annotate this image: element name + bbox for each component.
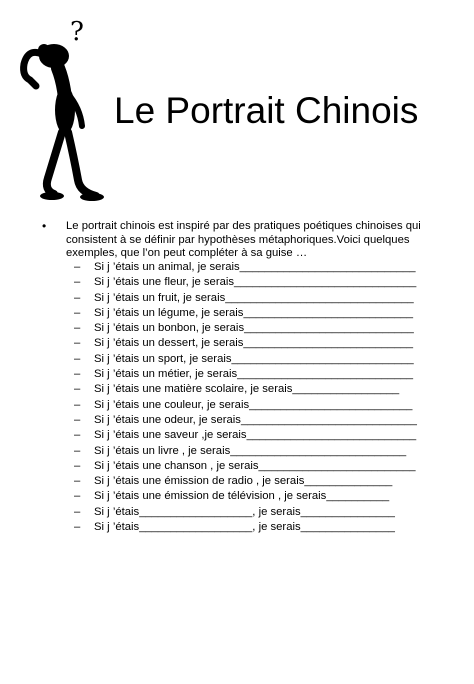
dash-marker: – <box>74 521 81 534</box>
dash-marker: – <box>74 475 81 488</box>
dash-marker: – <box>74 444 81 457</box>
prompt-text: Si j ’étais une émission de radio , je serais______________ <box>94 475 393 488</box>
prompt-text: Si j ’étais__________________, je serais_______________ <box>94 505 395 518</box>
list-item <box>42 336 462 351</box>
dash-marker: – <box>74 291 81 304</box>
prompt-text: Si j ’étais une émission de télévision , je serais__________ <box>94 490 390 503</box>
prompt-text: Si j ’étais une couleur, je serais__________________________ <box>94 398 413 411</box>
prompt-text: Si j ’étais un animal, je serais____________________________ <box>94 261 416 273</box>
list-item <box>42 459 462 474</box>
list-item <box>42 474 462 489</box>
list-item <box>42 428 462 443</box>
dash-marker: – <box>74 383 81 396</box>
dash-marker: – <box>74 306 81 319</box>
prompt-text: Si j ’étais un livre , je serais____________________________ <box>94 444 407 457</box>
prompt-text: Si j ’étais un métier, je serais____________________________ <box>94 368 414 381</box>
list-item <box>42 352 462 367</box>
dash-marker: – <box>74 261 81 273</box>
prompt-text: Si j ’étais un dessert, je serais___________________________ <box>94 337 414 350</box>
dash-marker: – <box>74 398 81 411</box>
prompt-text: Si j ’étais une saveur ,je serais___________________________ <box>94 429 417 442</box>
prompt-text: Si j ’étais une chanson , je serais_________________________ <box>94 459 416 472</box>
prompt-text: Si j ’étais un bonbon, je serais___________________________ <box>94 322 414 335</box>
list-item <box>42 489 462 504</box>
svg-text:?: ? <box>70 17 84 47</box>
prompt-text: Si j ’étais__________________, je serais_______________ <box>94 521 395 534</box>
list-item <box>42 520 462 535</box>
thinking-figure-icon <box>8 8 108 204</box>
list-item <box>42 444 462 459</box>
list-item <box>42 321 462 336</box>
prompt-text: Si j ’étais une matière scolaire, je serais_________________ <box>94 383 400 396</box>
list-item <box>42 260 462 275</box>
list-item <box>42 291 462 306</box>
dash-marker: – <box>74 429 81 442</box>
list-item <box>42 382 462 397</box>
dash-marker: – <box>74 368 81 381</box>
list-item <box>42 413 462 428</box>
prompt-text: Si j ’étais un fruit, je serais______________________________ <box>94 291 414 304</box>
dash-marker: – <box>74 337 81 350</box>
prompt-text: Si j ’étais un légume, je serais___________________________ <box>94 306 414 319</box>
intro-text: Le portrait chinois est inspiré par des pratiques poétiques chinoises qui consistent à se définir par hypothèses métaphoriques.Voici quelques exemples, que l’on peut compléter à sa guise … <box>66 220 421 259</box>
dash-marker: – <box>74 413 81 426</box>
dash-marker: – <box>74 490 81 503</box>
list-item <box>42 306 462 321</box>
list-item <box>42 275 462 290</box>
list-item <box>42 398 462 413</box>
prompt-list <box>42 260 462 535</box>
dash-marker: – <box>74 459 81 472</box>
list-item <box>42 505 462 520</box>
bullet-marker: • <box>42 219 47 233</box>
prompt-text: Si j ’étais une fleur, je serais_____________________________ <box>94 276 417 289</box>
prompt-text: Si j ’étais une odeur, je serais____________________________ <box>94 413 417 426</box>
list-item <box>42 367 462 382</box>
dash-marker: – <box>74 505 81 518</box>
page-title: Le Portrait Chinois <box>114 89 419 131</box>
dash-marker: – <box>74 322 81 335</box>
dash-marker: – <box>74 352 81 365</box>
dash-marker: – <box>74 276 81 289</box>
prompt-text: Si j ’étais un sport, je serais_____________________________ <box>94 352 414 365</box>
